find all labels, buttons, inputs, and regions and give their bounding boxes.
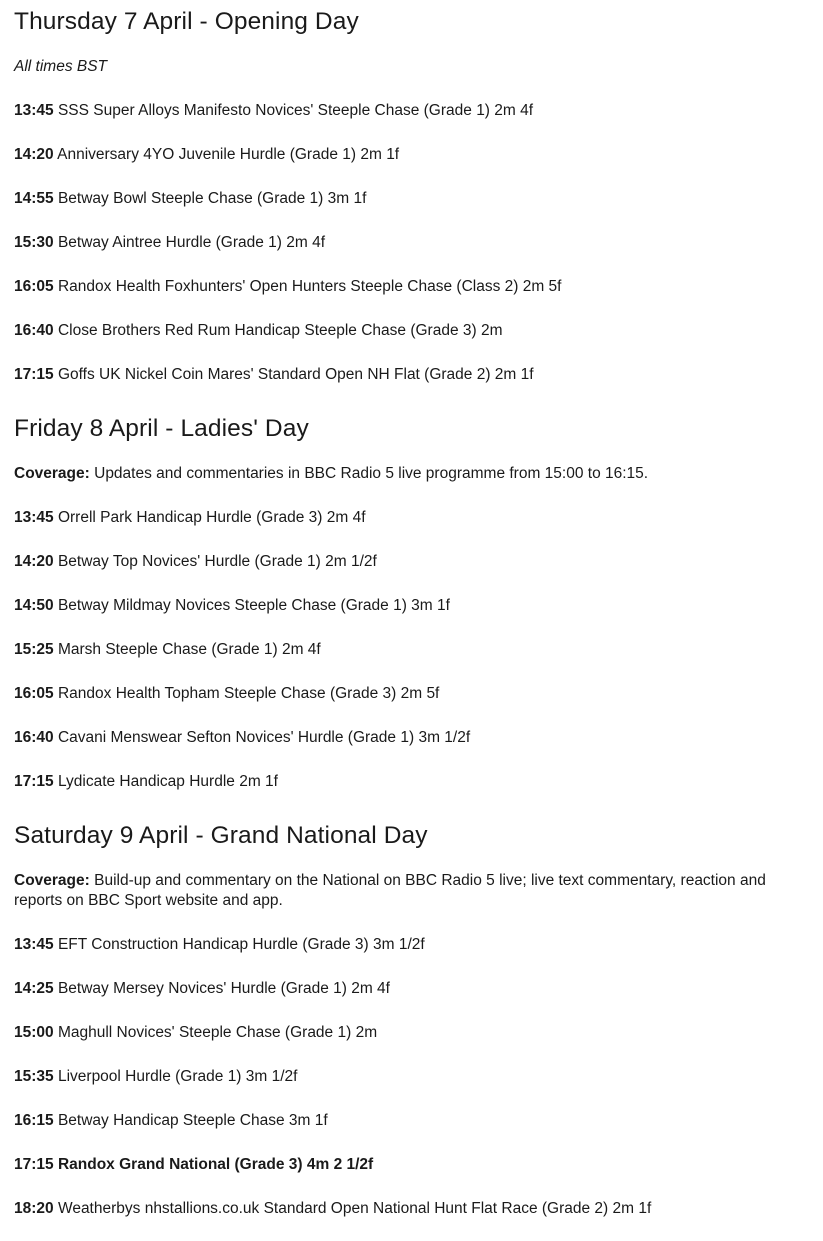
race-time: 16:15 [14, 1112, 54, 1129]
day-section-saturday [14, 820, 809, 1219]
race-item [14, 1023, 809, 1043]
race-item-grand-national [14, 1155, 809, 1175]
race-time: 14:50 [14, 597, 54, 614]
race-name: Betway Top Novices' Hurdle (Grade 1) 2m 1/2f [57, 553, 377, 570]
race-time: 15:30 [14, 234, 54, 251]
race-time: 14:25 [14, 980, 54, 997]
race-name: Betway Mildmay Novices Steeple Chase (Grade 1) 3m 1f [57, 597, 450, 614]
race-time: 18:20 [14, 1200, 54, 1217]
race-time: 17:15 [14, 1156, 54, 1173]
race-name: Maghull Novices' Steeple Chase (Grade 1) 2m [57, 1024, 378, 1041]
race-name: Close Brothers Red Rum Handicap Steeple Chase (Grade 3) 2m [57, 322, 503, 339]
coverage-text: Build-up and commentary on the National on BBC Radio 5 live; live text commentary, reaction and reports on BBC Sport website and app. [14, 872, 766, 909]
race-name: Randox Health Topham Steeple Chase (Grade 3) 2m 5f [57, 685, 440, 702]
race-time: 16:40 [14, 322, 54, 339]
race-time: 13:45 [14, 102, 54, 119]
race-name: Cavani Menswear Sefton Novices' Hurdle (Grade 1) 3m 1/2f [57, 729, 471, 746]
race-item [14, 508, 809, 528]
race-name: Betway Handicap Steeple Chase 3m 1f [57, 1112, 328, 1129]
race-name: Betway Aintree Hurdle (Grade 1) 2m 4f [57, 234, 326, 251]
race-item [14, 321, 809, 341]
race-time: 15:35 [14, 1068, 54, 1085]
day-section-friday [14, 413, 809, 792]
coverage-label: Coverage: [14, 872, 90, 889]
race-name: Weatherbys nhstallions.co.uk Standard Open National Hunt Flat Race (Grade 2) 2m 1f [57, 1200, 652, 1217]
race-item [14, 1111, 809, 1131]
race-name: EFT Construction Handicap Hurdle (Grade 3) 3m 1/2f [57, 936, 425, 953]
race-item [14, 189, 809, 209]
race-time: 16:05 [14, 278, 54, 295]
race-name: Orrell Park Handicap Hurdle (Grade 3) 2m 4f [57, 509, 366, 526]
day-section-thursday [14, 6, 809, 385]
race-item [14, 1199, 809, 1219]
race-time: 13:45 [14, 936, 54, 953]
day-heading: Saturday 9 April - Grand National Day [14, 822, 428, 849]
race-name: Goffs UK Nickel Coin Mares' Standard Open NH Flat (Grade 2) 2m 1f [57, 366, 534, 383]
race-item [14, 772, 809, 792]
race-item [14, 233, 809, 253]
coverage-text: Updates and commentaries in BBC Radio 5 live programme from 15:00 to 16:15. [89, 465, 649, 482]
race-time: 16:40 [14, 729, 54, 746]
race-item [14, 684, 809, 704]
race-name: Marsh Steeple Chase (Grade 1) 2m 4f [57, 641, 321, 658]
race-time: 16:05 [14, 685, 54, 702]
race-item [14, 101, 809, 121]
race-name: Randox Grand National (Grade 3) 4m 2 1/2f [57, 1156, 374, 1173]
race-item [14, 728, 809, 748]
race-name: Randox Health Foxhunters' Open Hunters Steeple Chase (Class 2) 2m 5f [57, 278, 562, 295]
race-name: Betway Mersey Novices' Hurdle (Grade 1) 2m 4f [57, 980, 390, 997]
race-item [14, 1067, 809, 1087]
race-time: 17:15 [14, 366, 54, 383]
race-time: 14:20 [14, 146, 54, 163]
race-name: Liverpool Hurdle (Grade 1) 3m 1/2f [57, 1068, 298, 1085]
day-heading: Thursday 7 April - Opening Day [14, 8, 359, 35]
race-time: 13:45 [14, 509, 54, 526]
coverage-note [14, 464, 809, 484]
coverage-label: Coverage: [14, 465, 90, 482]
race-time: 14:20 [14, 553, 54, 570]
race-name: SSS Super Alloys Manifesto Novices' Steeple Chase (Grade 1) 2m 4f [57, 102, 534, 119]
race-item [14, 277, 809, 297]
day-heading: Friday 8 April - Ladies' Day [14, 415, 309, 442]
race-name: Lydicate Handicap Hurdle 2m 1f [57, 773, 278, 790]
race-item [14, 979, 809, 999]
race-item [14, 640, 809, 660]
race-name: Anniversary 4YO Juvenile Hurdle (Grade 1) 2m 1f [57, 146, 400, 163]
race-time: 15:00 [14, 1024, 54, 1041]
race-name: Betway Bowl Steeple Chase (Grade 1) 3m 1f [57, 190, 367, 207]
race-item [14, 552, 809, 572]
race-item [14, 935, 809, 955]
race-item [14, 596, 809, 616]
race-time: 17:15 [14, 773, 54, 790]
race-item [14, 145, 809, 165]
coverage-note [14, 871, 809, 911]
race-time: 14:55 [14, 190, 54, 207]
race-item [14, 365, 809, 385]
race-time: 15:25 [14, 641, 54, 658]
times-note: All times BST [14, 58, 108, 75]
